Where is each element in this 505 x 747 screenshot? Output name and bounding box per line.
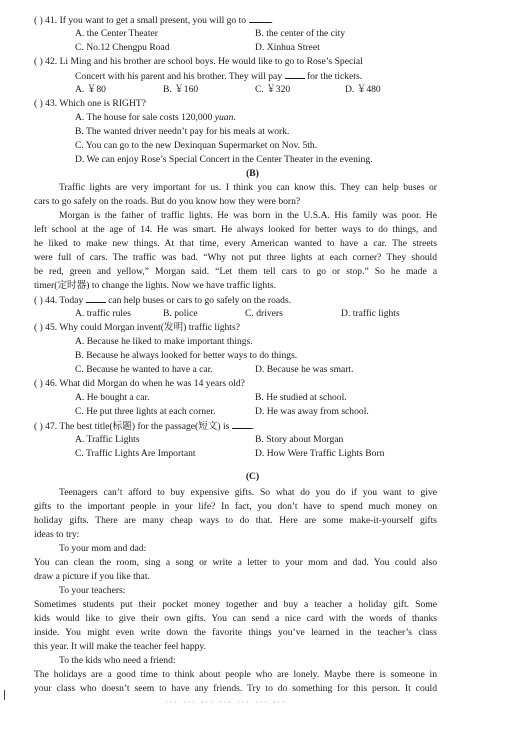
q47-option-a: A. Traffic Lights — [75, 434, 140, 445]
q43-option-c: C. You can go to the new Dexinquan Supermarket on Nov. 5th. — [75, 140, 318, 151]
q47-option-b: B. Story about Morgan — [255, 434, 344, 445]
answer-blank — [86, 293, 106, 303]
subheading-kids: To the kids who need a friend: — [59, 655, 176, 666]
subheading-mom-dad: To your mom and dad: — [59, 543, 147, 554]
passage-b-line: cars to go safely on the roads. But do you know how they were born? — [34, 196, 301, 207]
q46-option-c: C. He put three lights at each corner. — [75, 406, 216, 417]
q42-stem-line2 — [75, 69, 362, 84]
q43-option-a-unit: yuan — [214, 112, 234, 123]
q41-option-c: C. No.12 Chengpu Road — [75, 42, 170, 53]
q43-stem: ( ) 43. Which one is RIGHT? — [34, 98, 146, 109]
passage-c-line: your class who doesn’t seem to have any friends. Try to do something for this person. It could — [34, 683, 437, 694]
passage-b-line: he liked to make new things. At that time, every American wanted to have a car. The streets — [34, 238, 437, 249]
q41-stem-end: . — [270, 15, 273, 26]
q43-option-a — [75, 111, 236, 125]
q44-stem — [34, 293, 291, 308]
q44-option-b: B. police — [163, 308, 198, 319]
q41-option-b: B. the center of the city — [255, 28, 346, 39]
answer-blank — [285, 69, 305, 79]
q41-option-a: A. the Center Theater — [75, 28, 158, 39]
passage-b-line: be red, green and yellow,” Morgan said. “Let them tell cars to go or stop.” So he made a — [34, 266, 437, 277]
q47-option-c: C. Traffic Lights Are Important — [75, 448, 196, 459]
q45-option-b: B. Because he always looked for better ways to do things. — [75, 350, 298, 361]
q43-option-d: D. We can enjoy Rose’s Special Concert in the Center Theater in the evening. — [75, 154, 373, 165]
passage-b-line: timer(定时器) to change the lights. Now we have traffic lights. — [34, 280, 277, 291]
q46-option-b: B. He studied at school. — [255, 392, 347, 403]
q45-option-d: D. Because he was smart. — [255, 364, 354, 375]
q44-option-c: C. drivers — [245, 308, 283, 319]
passage-c-line: You can clean the room, sing a song or write a letter to your mom and dad. You could also — [34, 557, 437, 568]
section-c-heading: (C) — [245, 471, 260, 482]
passage-c-line: gifts to the important people in your life? In fact, you don’t have to spend much money on — [34, 501, 437, 512]
q47-stem — [34, 419, 254, 434]
cut-off-text: ··· ··· ··· ··· ··· ··· ··· — [165, 698, 287, 707]
q46-stem: ( ) 46. What did Morgan do when he was 14 years old? — [34, 378, 245, 389]
q45-option-a: A. Because he liked to make important things. — [75, 336, 253, 347]
q47-stem-end: . — [251, 421, 255, 432]
q41-option-d: D. Xinhua Street — [255, 42, 320, 53]
q45-option-c: C. Because he wanted to have a car. — [75, 364, 213, 375]
answer-blank — [232, 419, 252, 429]
section-b-heading: (B) — [246, 168, 259, 179]
q42-stem-line2-text: Concert with his parent and his brother. They will pay — [75, 71, 283, 82]
passage-b-line: were full of cars. The traffic was bad. “Why not put three lights at each corner? They should — [34, 252, 437, 263]
q44-option-d: D. traffic lights — [341, 308, 400, 319]
passage-b-line: left school at the age of 14. He was smart. He always looked for better ways to do things, and — [34, 224, 437, 235]
passage-c-line: ideas to try: — [34, 529, 80, 540]
q42-option-c: C. ￥320 — [255, 84, 291, 95]
passage-c-line: this year. It will make the teacher feel happy. — [34, 641, 206, 652]
q47-option-d: D. How Were Traffic Lights Born — [255, 448, 385, 459]
q42-option-a: A. ￥80 — [75, 84, 106, 95]
passage-c-line: The holidays are a good time to think about people who are lonely. Maybe there is someone in — [34, 669, 437, 680]
q45-stem: ( ) 45. Why could Morgan invent(发明) traffic lights? — [34, 322, 240, 333]
q47-stem-text: ( ) 47. The best title(标题) for the passage(短文) is — [34, 421, 230, 432]
passage-b-line: Morgan is the father of traffic lights. He was born in the U.S.A. His family was poor. He — [59, 210, 437, 221]
passage-c-line: Teenagers can’t afford to buy expensive gifts. So what do you do if you want to give — [59, 487, 437, 498]
page-edge-mark — [4, 690, 5, 700]
q41-stem — [34, 13, 273, 28]
passage-c-line: inside. You might even write down the favorite things you’ve learned in the teacher’s class — [34, 627, 437, 638]
q44-stem-text: ( ) 44. Today — [34, 295, 84, 306]
q42-option-b: B. ￥160 — [163, 84, 199, 95]
q46-option-a: A. He bought a car. — [75, 392, 150, 403]
q42-stem-line2-end: for the tickets. — [306, 71, 363, 82]
q44-stem-end: can help buses or cars to go safely on the roads. — [108, 295, 292, 306]
answer-blank — [249, 13, 271, 23]
passage-b-line: Traffic lights are very important for us. I think you can know this. They can help buses or — [59, 182, 437, 193]
passage-c-line: kids would like to give their own gifts. You can send a nice card with the words of thanks — [34, 613, 437, 624]
passage-c-line: draw a picture if you like that. — [34, 571, 150, 582]
q41-stem-text: ( ) 41. If you want to get a small present, you will go to — [34, 15, 247, 26]
q43-option-b: B. The wanted driver needn’t pay for his meals at work. — [75, 126, 290, 137]
q43-option-a-text: A. The house for sale costs 120,000 — [75, 112, 215, 123]
q46-option-d: D. He was away from school. — [255, 406, 369, 417]
q42-option-d: D. ￥480 — [345, 84, 381, 95]
passage-c-line: holiday gifts. There are many cheap ways to do that. Here are some make-it-yourself gifts — [34, 515, 437, 526]
q43-option-a-end: . — [233, 112, 236, 123]
passage-c-line: Sometimes students put their pocket money together and buy a teacher a holiday gift. Some — [34, 599, 437, 610]
q44-option-a: A. traffic rules — [75, 308, 132, 319]
q42-stem-line1: ( ) 42. Li Ming and his brother are school boys. He would like to go to Rose’s Special — [34, 56, 363, 67]
subheading-teachers: To your teachers: — [59, 585, 126, 596]
